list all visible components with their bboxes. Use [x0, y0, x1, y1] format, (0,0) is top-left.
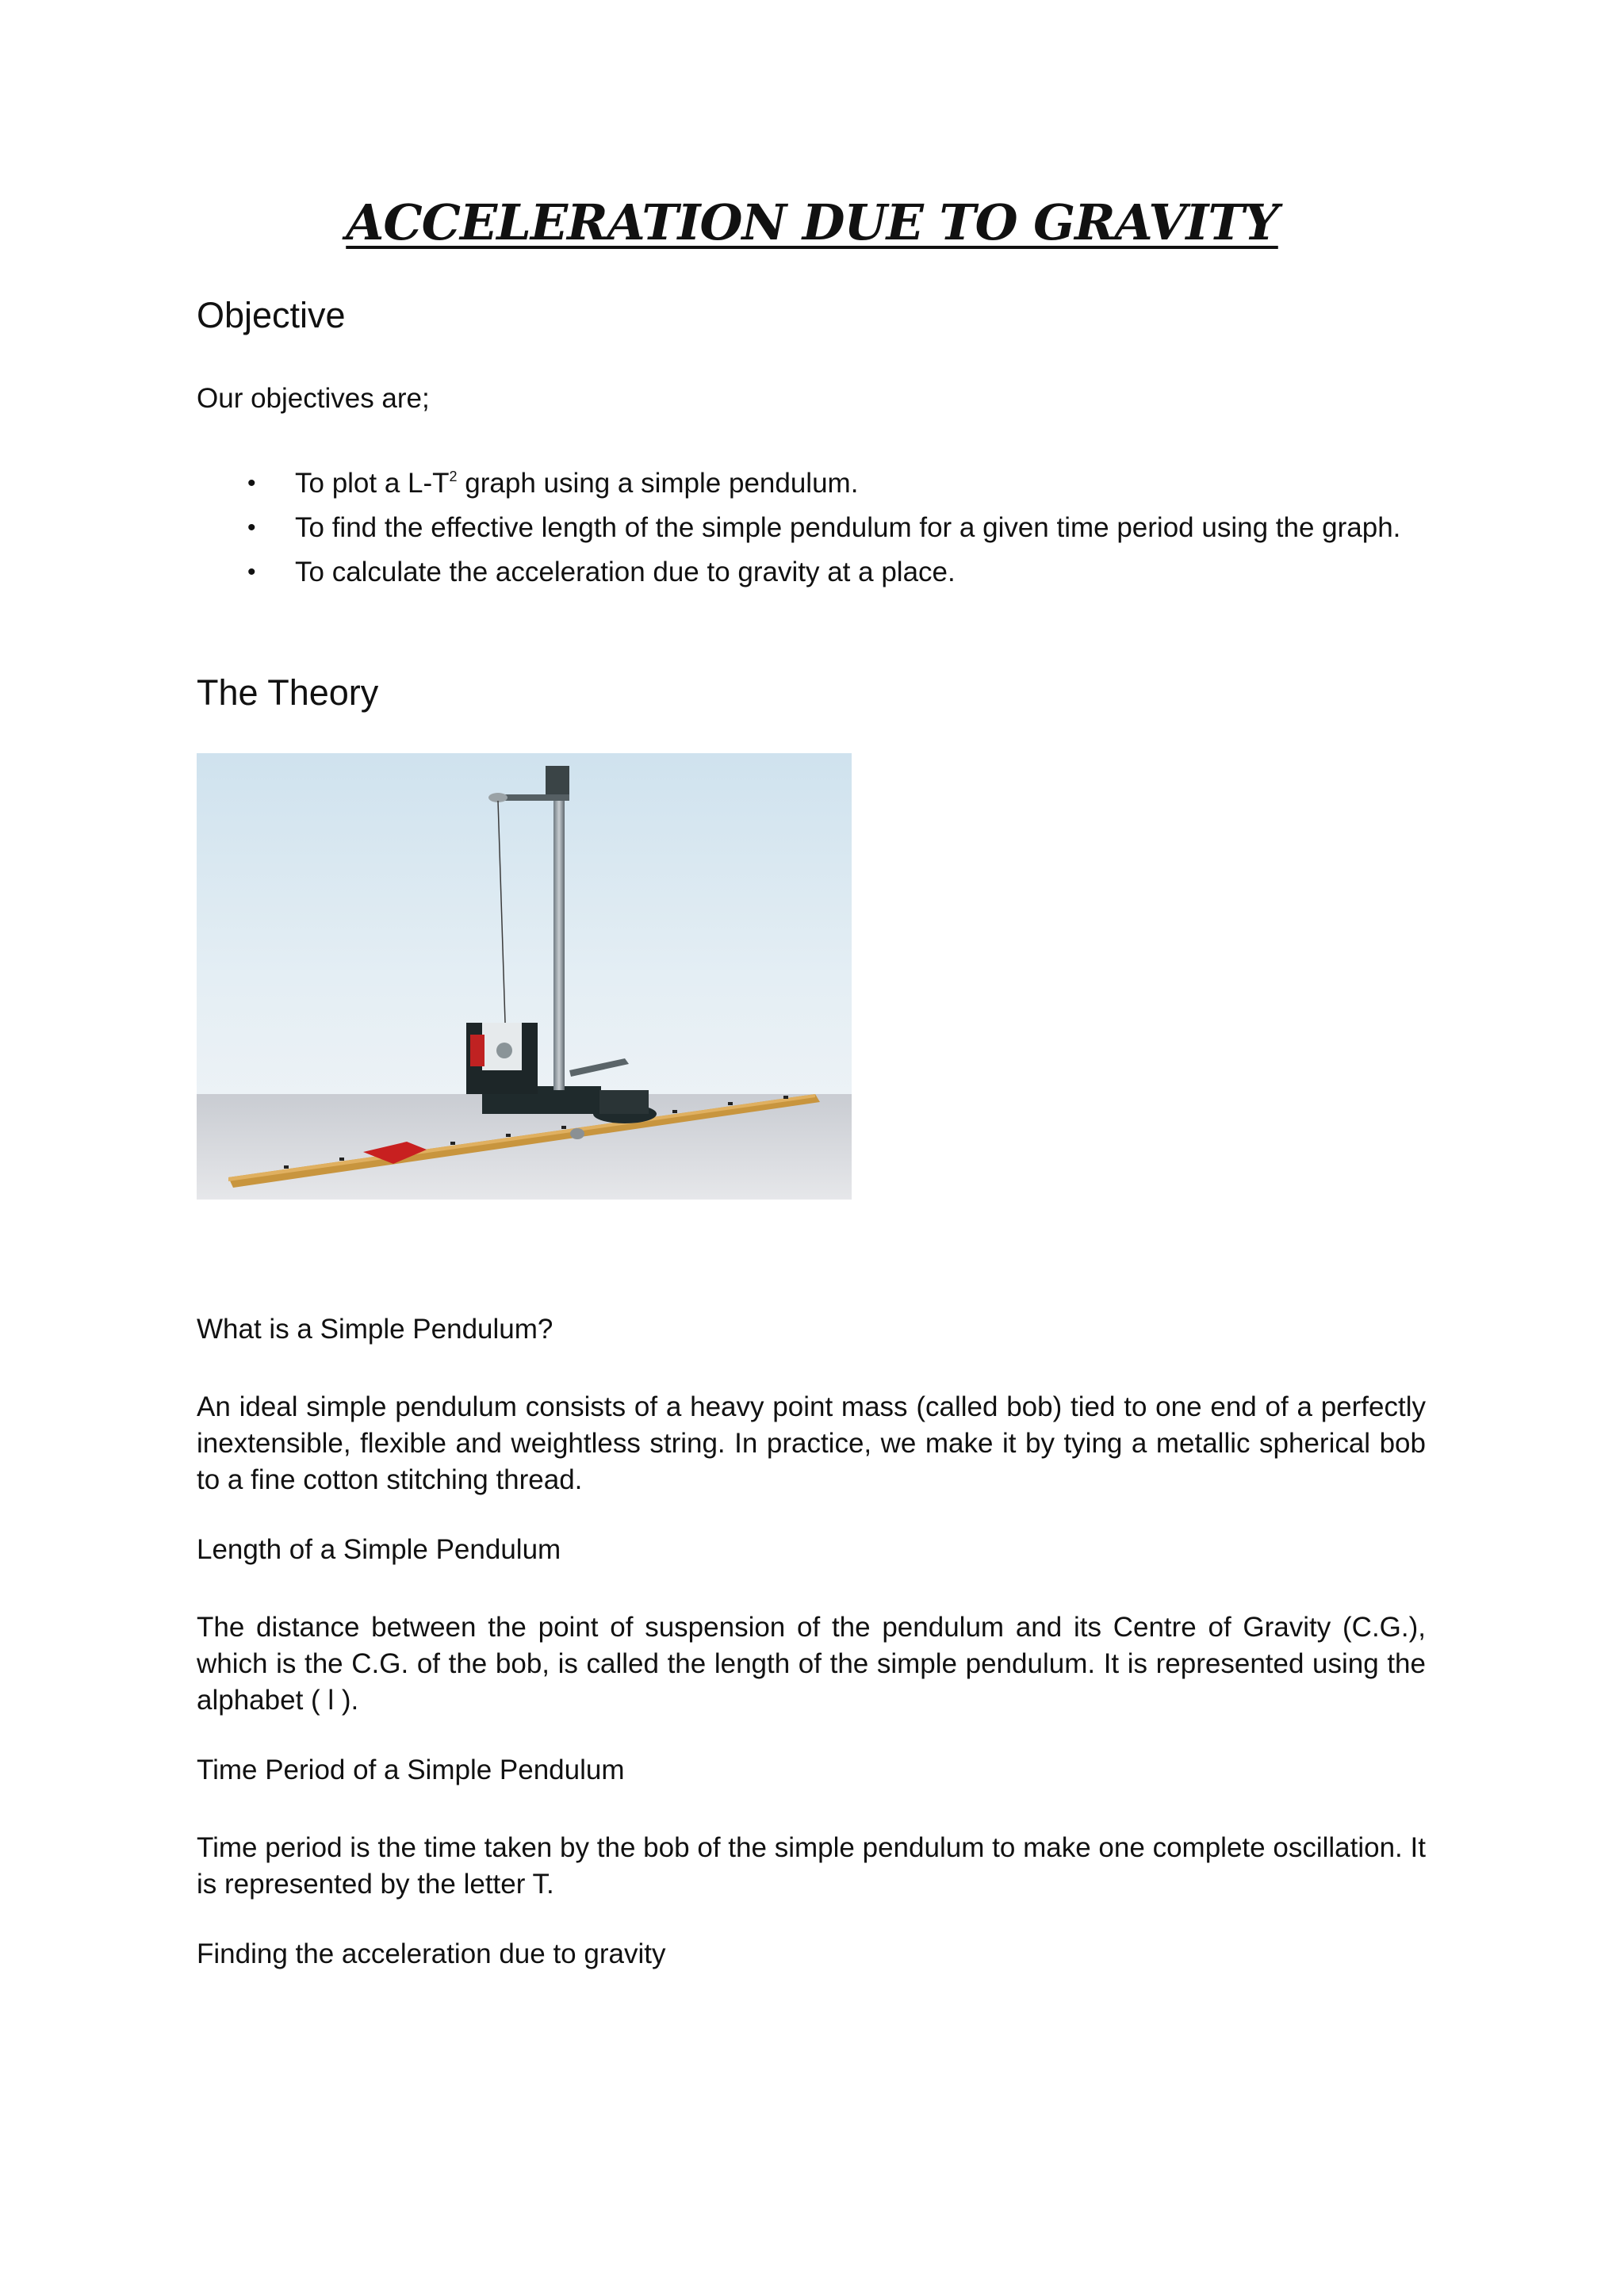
objective-item-text-cont: graph using a simple pendulum. — [457, 468, 859, 499]
page-title: ACCELERATION DUE TO GRAVITY — [346, 193, 1278, 251]
objective-heading: Objective — [197, 295, 346, 335]
subheading-acceleration: Finding the acceleration due to gravity — [197, 1938, 666, 1969]
subheading-simple-pendulum: What is a Simple Pendulum? — [197, 1314, 553, 1345]
objective-item — [197, 550, 1427, 595]
objective-item — [197, 506, 1427, 550]
paragraph-simple-pendulum: An ideal simple pendulum consists of a heavy point mass (called bob) tied to one end of a perfectly inextensible, flexible and weightless string. In practice, we make it by tying a metallic spherical bob to a fine cotton stitching thread. — [197, 1391, 1426, 1495]
bullet-icon: • — [247, 470, 256, 496]
subheading-length: Length of a Simple Pendulum — [197, 1534, 561, 1565]
objective-list — [197, 461, 1427, 595]
simple-pendulum-apparatus-photo — [197, 753, 852, 1200]
pendulum-apparatus-icon — [197, 753, 852, 1200]
objective-intro: Our objectives are; — [197, 383, 430, 414]
theory-heading: The Theory — [197, 672, 379, 713]
paragraph-length: The distance between the point of suspension of the pendulum and its Centre of Gravity (C.G.), which is the C.G. of the bob, is called the length of the simple pendulum. It is represented using the alphabet ( l ). — [197, 1612, 1426, 1716]
subheading-time-period: Time Period of a Simple Pendulum — [197, 1755, 625, 1785]
objective-item-text: To find the effective length of the simple pendulum for a given time period using the graph. — [295, 512, 1401, 543]
bullet-icon: • — [247, 515, 256, 541]
paragraph-time-period: Time period is the time taken by the bob of the simple pendulum to make one complete oscillation. It is represented by the letter T. — [197, 1832, 1426, 1900]
objective-item-text: To plot a L-T — [295, 468, 450, 499]
bullet-icon: • — [247, 559, 256, 585]
objective-item — [197, 461, 1427, 506]
objective-item-text: To calculate the acceleration due to gravity at a place. — [295, 557, 956, 587]
superscript-2: 2 — [449, 469, 458, 484]
